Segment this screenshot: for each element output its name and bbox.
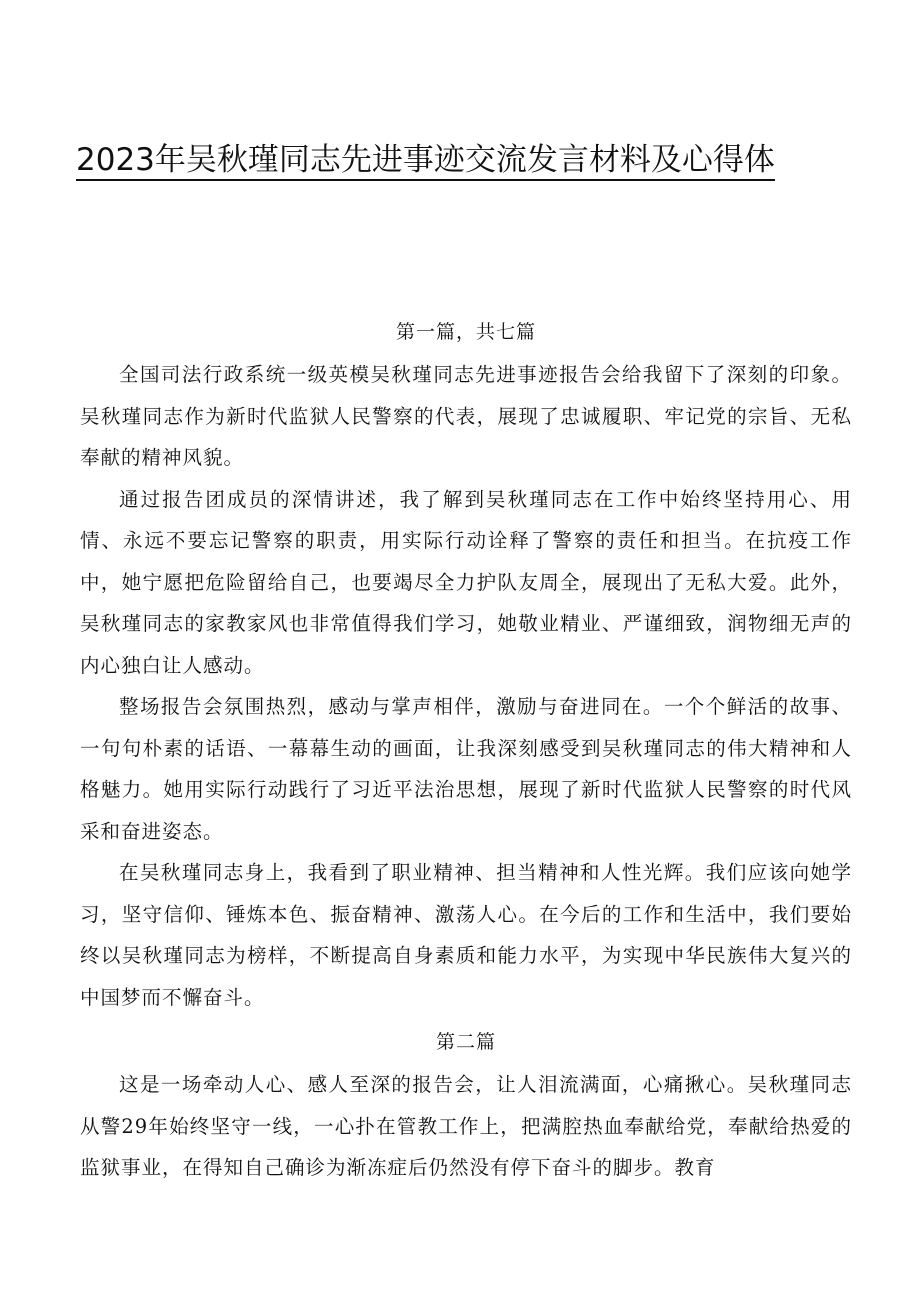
section-heading-2: 第二篇	[435, 1031, 496, 1053]
document-title-text: 2023年吴秋瑾同志先进事迹交流发言材料及心得体	[76, 142, 775, 181]
paragraph: 这是一场牵动人心、感人至深的报告会，让人泪流满面，心痛揪心。吴秋瑾同志从警29年始终坚守一线，一心扑在管教工作上，把满腔热血奉献给党，奉献给热爱的监狱事业，在得知自己确诊为渐冻症后仍然没有停下奋斗的脚步。教育	[80, 1073, 852, 1179]
document-body	[80, 314, 852, 1189]
paragraph: 全国司法行政系统一级英模吴秋瑾同志先进事迹报告会给我留下了深刻的印象。吴秋瑾同志作为新时代监狱人民警察的代表，展现了忠诚履职、牢记党的宗旨、无私奉献的精神风貌。	[80, 363, 852, 469]
section-heading-1: 第一篇，共七篇	[395, 321, 536, 343]
paragraph: 通过报告团成员的深情讲述，我了解到吴秋瑾同志在工作中始终坚持用心、用情、永远不要忘记警察的职责，用实际行动诠释了警察的责任和担当。在抗疫工作中，她宁愿把危险留给自己，也要竭尽全力护队友周全，展现出了无私大爱。此外，吴秋瑾同志的家教家风也非常值得我们学习，她敬业精业、严谨细致，润物细无声的内心独白让人感动。	[80, 487, 852, 677]
document-title	[76, 136, 836, 184]
paragraph: 整场报告会氛围热烈，感动与掌声相伴，激励与奋进同在。一个个鲜活的故事、一句句朴素的话语、一幕幕生动的画面，让我深刻感受到吴秋瑾同志的伟大精神和人格魅力。她用实际行动践行了习近平法治思想，展现了新时代监狱人民警察的时代风采和奋进姿态。	[80, 695, 852, 843]
paragraph: 在吴秋瑾同志身上，我看到了职业精神、担当精神和人性光辉。我们应该向她学习，坚守信仰、锤炼本色、振奋精神、激荡人心。在今后的工作和生活中，我们要始终以吴秋瑾同志为榜样，不断提高自身素质和能力水平，为实现中华民族伟大复兴的中国梦而不懈奋斗。	[80, 861, 852, 1009]
